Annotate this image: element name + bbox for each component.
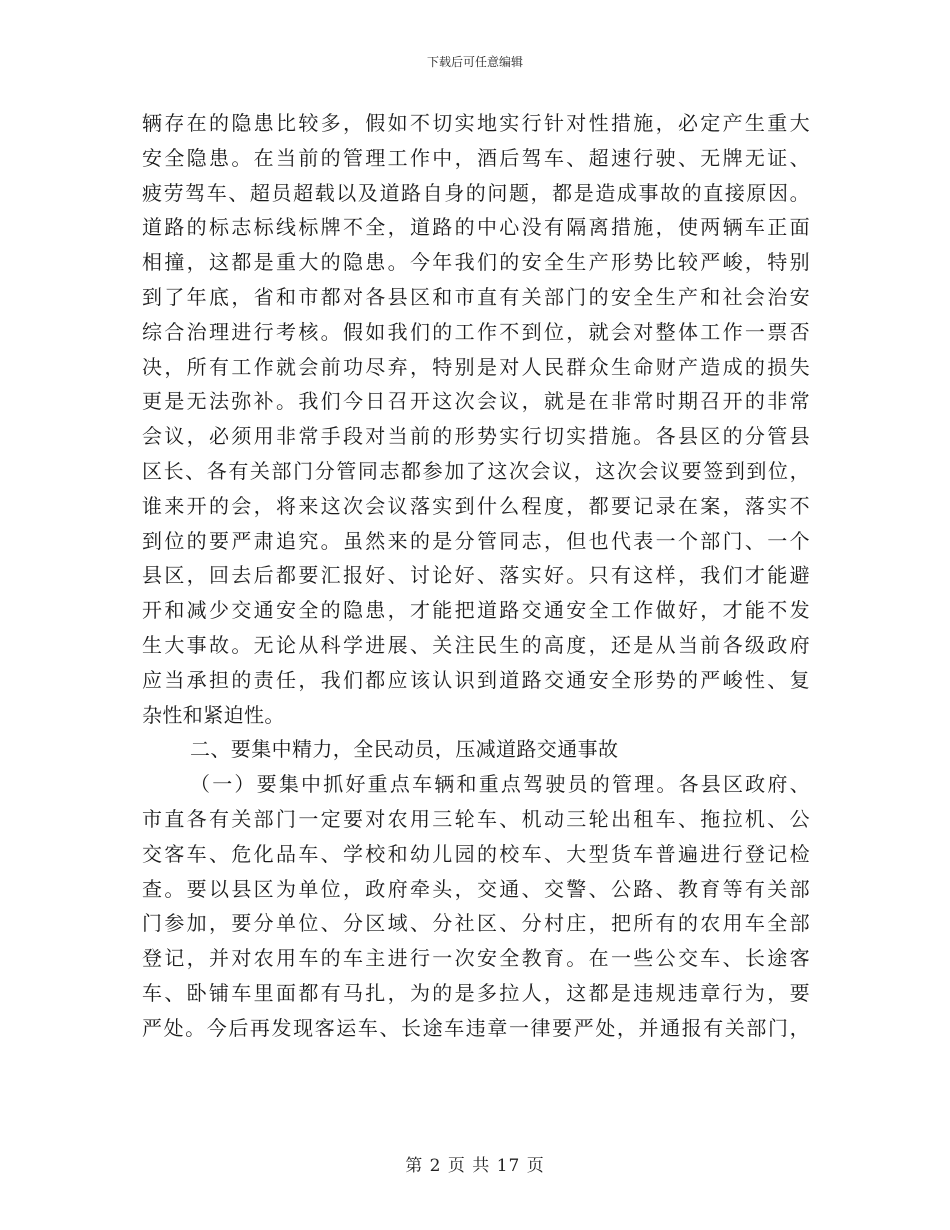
document-body (142, 106, 810, 1046)
body-line: 登记，并对农用车的车主进行一次安全教育。在一些公交车、长途客 (142, 946, 810, 971)
body-line: 区长、各有关部门分管同志都参加了这次会议，这次会议要签到到位， (142, 458, 810, 483)
body-line: 辆存在的隐患比较多，假如不切实地实行针对性措施，必定产生重大 (142, 111, 810, 135)
body-line: 安全隐患。在当前的管理工作中，酒后驾车、超速行驶、无牌无证、 (142, 145, 810, 170)
body-line: 开和减少交通安全的隐患，才能把道路交通安全工作做好，才能不发 (142, 598, 810, 623)
body-line: 县区，回去后都要汇报好、讨论好、落实好。只有这样，我们才能避 (142, 563, 810, 588)
body-line: 生大事故。无论从科学进展、关注民生的高度，还是从当前各级政府 (142, 632, 810, 657)
body-line: 综合治理进行考核。假如我们的工作不到位，就会对整体工作一票否 (142, 319, 810, 344)
body-line: 杂性和紧迫性。 (142, 702, 285, 727)
body-line: 车、卧铺车里面都有马扎，为的是多拉人，这都是违规违章行为，要 (142, 980, 810, 1005)
body-line: 会议，必须用非常手段对当前的形势实行切实措施。各县区的分管县 (142, 424, 810, 449)
body-line: 严处。今后再发现客运车、长途车违章一律要严处，并通报有关部门， (142, 1015, 810, 1040)
body-line: 道路的标志标线标牌不全，道路的中心没有隔离措施，使两辆车正面 (142, 215, 810, 240)
body-line: 交客车、危化品车、学校和幼儿园的校车、大型货车普遍进行登记检 (142, 841, 810, 866)
body-line: 市直各有关部门一定要对农用三轮车、机动三轮出租车、拖拉机、公 (142, 806, 810, 831)
body-line: 疲劳驾车、超员超载以及道路自身的问题，都是造成事故的直接原因。 (142, 180, 810, 205)
body-line: 到位的要严肃追究。虽然来的是分管同志，但也代表一个部门、一个 (142, 528, 810, 553)
body-line: 门参加，要分单位、分区域、分社区、分村庄，把所有的农用车全部 (142, 911, 810, 936)
body-line: （一）要集中抓好重点车辆和重点驾驶员的管理。各县区政府、 (190, 772, 810, 797)
body-line: 相撞，这都是重大的隐患。今年我们的安全生产形势比较严峻，特别 (142, 250, 810, 275)
body-line: 更是无法弥补。我们今日召开这次会议，就是在非常时期召开的非常 (142, 389, 810, 414)
page-number: 第 2 页 共 17 页 (405, 1156, 545, 1176)
body-line: 应当承担的责任，我们都应该认识到道路交通安全形势的严峻性、复 (142, 667, 810, 692)
section-heading: 二、要集中精力，全民动员，压减道路交通事故 (190, 737, 619, 762)
body-line: 决，所有工作就会前功尽弃，特别是对人民群众生命财产造成的损失 (142, 354, 810, 379)
body-line: 谁来开的会，将来这次会议落实到什么程度，都要记录在案，落实不 (142, 493, 810, 518)
page-header-note: 下载后可任意编辑 (426, 55, 523, 69)
body-line: 到了年底，省和市都对各县区和市直有关部门的安全生产和社会治安 (142, 284, 810, 309)
body-line: 查。要以县区为单位，政府牵头，交通、交警、公路、教育等有关部 (142, 876, 810, 901)
